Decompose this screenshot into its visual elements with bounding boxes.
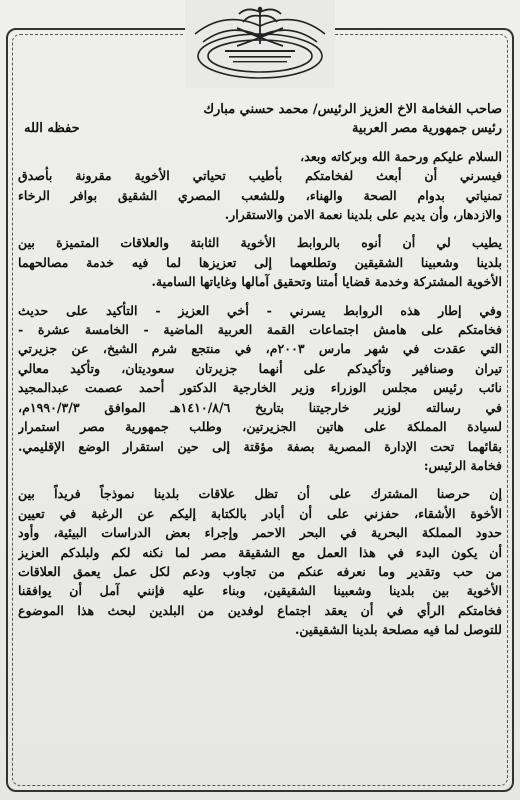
addressee-title-row: [18, 119, 502, 138]
paragraph-line: أن يكون البدء في هذا العمل مع الشقيقة مصر لما نكنه لكم ولبلدكم العزيز: [18, 544, 502, 560]
addressee-title: رئيس جمهورية مصر العربية: [351, 121, 502, 137]
paragraph-line: فخامتكم على هامش اجتماعات القمة العربية الماضية - الخامسة عشرة -: [18, 322, 502, 338]
salutation-line: فخامة الرئيس:: [423, 457, 502, 473]
paragraph-line: تيران وصنافير وتأكيدكم على أنهما جزيرتان سعوديتان، وتأكيد معالي: [18, 360, 502, 376]
paragraph-line: الأخوة الأشقاء، حفزني على أن أبادر بالكتابة إليكم عن الرغبة في تعيين: [18, 505, 502, 521]
paragraph-line: والازدهار، وأن يديم على بلدينا نعمة الامن والاستقرار.: [224, 207, 502, 223]
paragraph-line: بقائهما تحت الإدارة المصرية بصفة مؤقتة إلى حين استقرار الوضع الإقليمي.: [18, 438, 502, 454]
paragraph-line: التي عقدت في شهر مارس ٢٠٠٣م، في منتجع شرم الشيخ، عن جزيرتي: [18, 341, 502, 357]
addressee-line: صاحب الفخامة الاخ العزيز الرئيس/ محمد حسني مبارك: [203, 102, 502, 117]
letter-body: [18, 100, 502, 784]
paragraph-line: إن حرصنا المشترك على أن تظل علاقات بلدينا نموذجاً فريداً بين: [18, 486, 502, 502]
paragraph-line: نائب رئيس مجلس الوزراء وزير الخارجية الدكتور أحمد عصمت عبدالمجيد: [18, 380, 502, 396]
paragraph-line: من حب وتقدير وما نعرفه عنكم من تجاوب ودعم لكل عمل يعمق العلاقات: [18, 563, 502, 579]
emblem-icon: [185, 0, 335, 88]
paragraph-3: [18, 301, 502, 476]
greeting-line: السلام عليكم ورحمة الله وبركاته وبعد،: [300, 148, 502, 164]
paragraph-line: الأخوية المشتركة وخدمة قضايا أمتنا وتحقيق آمالها وغاياتها السامية.: [151, 274, 502, 290]
paragraph-line: حدود المملكة البحرية في البحر الاحمر وإجراء بعض الدراسات البيئية، وأود: [18, 525, 502, 541]
paragraph-line: تمنياتي بدوام الصحة والهناء، وللشعب المصري الشقيق بوافر الرخاء: [18, 187, 502, 203]
paragraph-line: وفي إطار هذه الروابط يسرني - أخي العزيز - التأكيد على حديث: [18, 302, 502, 318]
paragraph-line: في رسالته لوزير خارجيتنا بتاريخ ١٤١٠/٨/٦هـ الموافق ١٩٩٠/٣/٣م،: [18, 399, 502, 415]
paragraph-line: الأخوية بين بلدينا وشعبينا الشقيقين، وبناء عليه فإنني آمل أن يوافقنا: [18, 583, 502, 599]
paragraph-line: بلدينا وشعبينا الشقيقين وتطلعهما إلى تعزيزها لما فيه خدمة مصالحهما: [18, 254, 502, 270]
paragraph-line: للتوصل لما فيه مصلحة بلدينا الشقيقين.: [294, 622, 502, 638]
paragraph-line: لسيادة المملكة على هاتين الجزيرتين، وطلب جمهورية مصر استمرار: [18, 419, 502, 435]
paragraph-line: فخامتكم الرأي في أن يعقد اجتماع لوفدين من البلدين لبحث هذا الموضوع: [18, 602, 502, 618]
blessing-text: حفظه الله: [24, 121, 80, 137]
paragraph-2: [18, 233, 502, 291]
paragraph-line: فيسرني أن أبعث لفخامتكم بأطيب تحياتي الأخوية مقرونة بأصدق: [18, 168, 502, 184]
paragraph-1: [18, 166, 502, 224]
paragraph-4: [18, 484, 502, 639]
paragraph-line: يطيب لي أن أنوه بالروابط الأخوية الثابتة والعلاقات المتميزة بين: [18, 235, 502, 251]
